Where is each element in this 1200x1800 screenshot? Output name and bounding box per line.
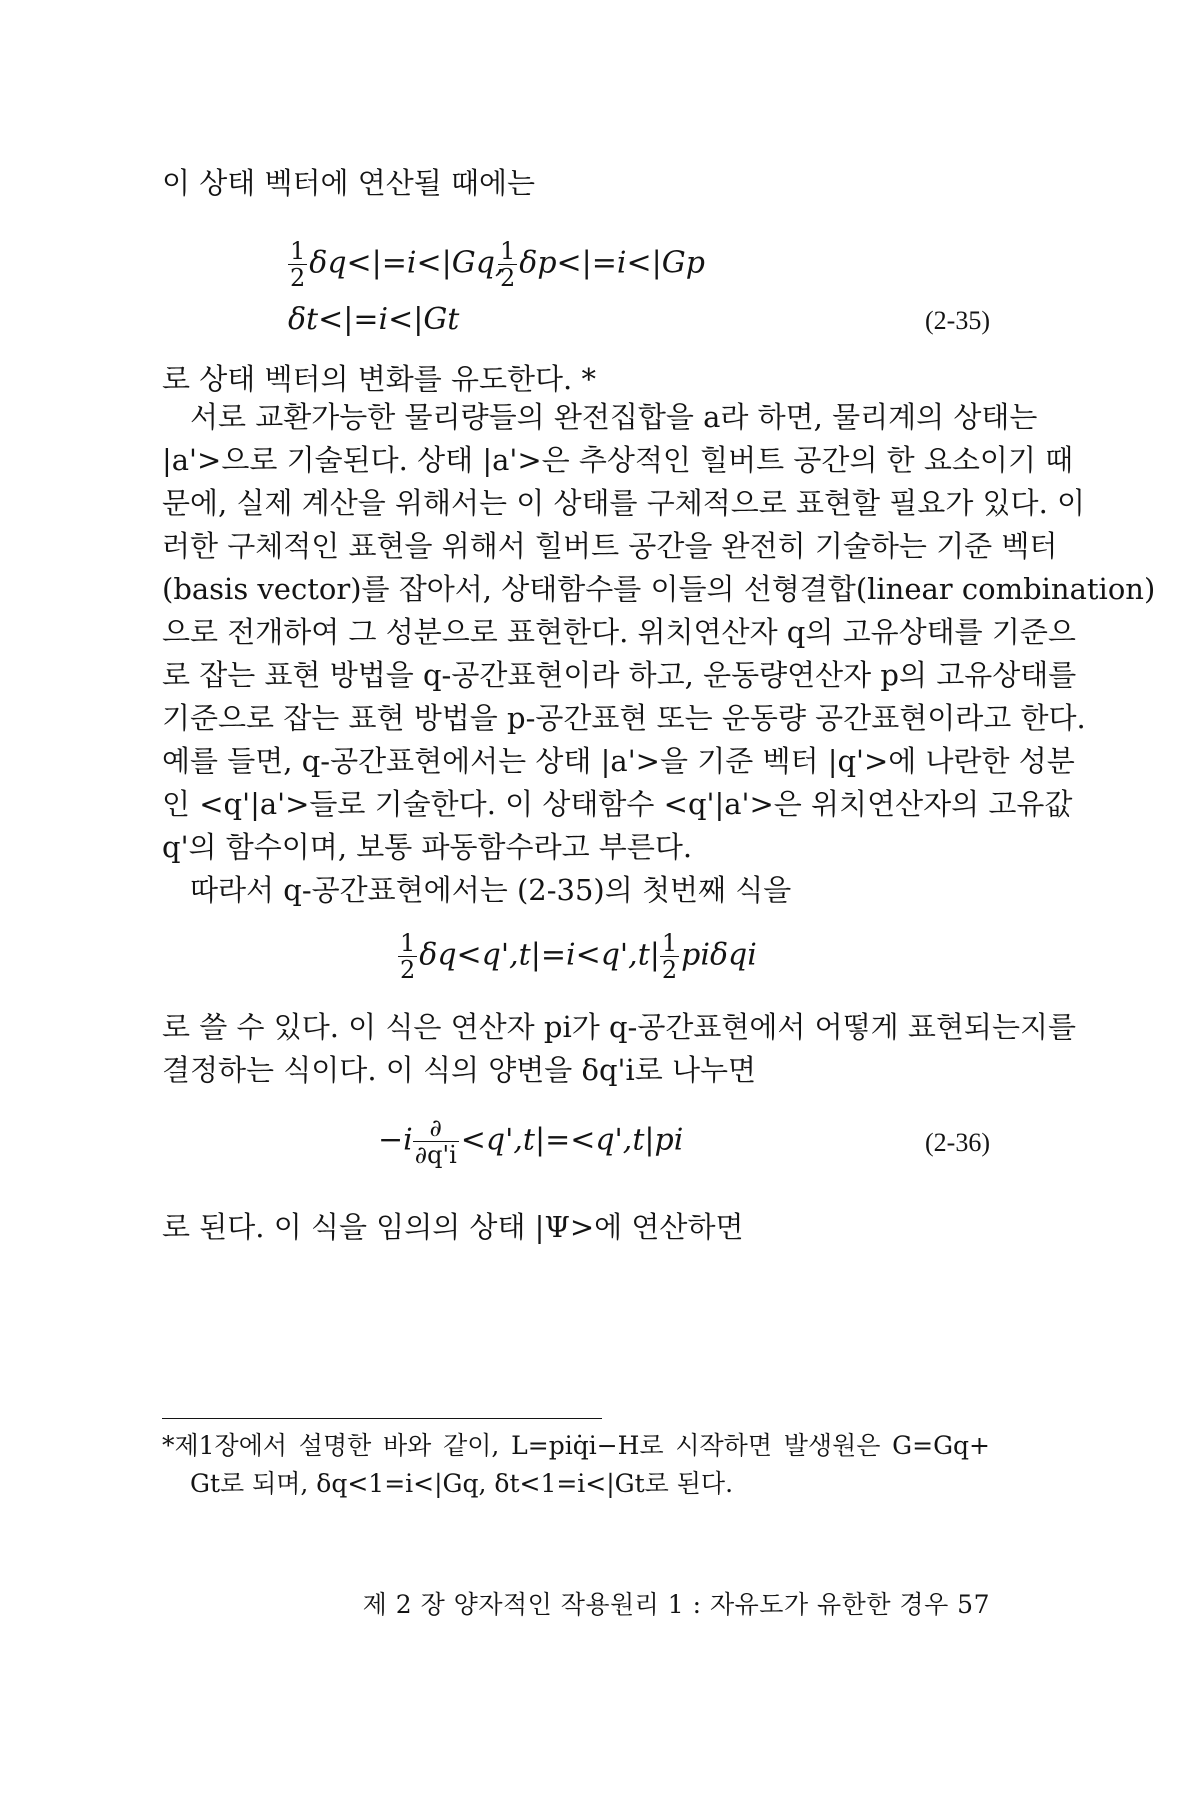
equation-q-space-left: δq<q',t|=i<q',t| xyxy=(419,937,660,973)
paragraph-1-line: 으로 전개하여 그 성분으로 표현한다. 위치연산자 q의 고유상태를 기준으 xyxy=(162,615,1076,649)
footnote-line: Gt로 되며, δq<1=i<|Gq, δt<1=i<|Gt로 된다. xyxy=(190,1469,734,1498)
intro-line: 이 상태 벡터에 연산될 때에는 xyxy=(162,166,536,200)
fraction-half: $\frac{1}{2}$ xyxy=(290,237,306,292)
paragraph-1-line: (basis vector)를 잡아서, 상태함수를 이들의 선형결합(linear combination) xyxy=(162,572,1156,606)
paragraph-1-line: 인 <q'|a'>들로 기술한다. 이 상태함수 <q'|a'>은 위치연산자의 고유값 xyxy=(162,787,1073,821)
footnote-divider xyxy=(162,1418,602,1419)
paragraph-1-line: 로 잡는 표현 방법을 q-공간표현이라 하고, 운동량연산자 p의 고유상태를 xyxy=(162,658,1077,692)
equation-2-36-prefix: −i xyxy=(378,1122,413,1158)
fraction-half: $\frac{1}{2}$ xyxy=(500,237,516,292)
equation-2-35-term-p: δp<|=i<|Gp xyxy=(519,245,705,281)
equation-number-2-36: (2-36) xyxy=(925,1128,990,1157)
after-equation-line: 로 상태 벡터의 변화를 유도한다. * xyxy=(162,362,596,396)
equation-2-36-body: <q',t|=<q',t|pi xyxy=(460,1122,684,1158)
paragraph-1-line: 문에, 실제 계산을 위해서는 이 상태를 구체적으로 표현할 필요가 있다. 이 xyxy=(162,486,1086,520)
equation-q-space xyxy=(398,930,757,983)
paragraph-2-line: 따라서 q-공간표현에서는 (2-35)의 첫번째 식을 xyxy=(190,873,792,907)
fraction-half: $\frac{1}{2}$ xyxy=(400,929,416,984)
paragraph-3-line: 결정하는 식이다. 이 식의 양변을 δq'i로 나누면 xyxy=(162,1053,757,1087)
running-footer: 제 2 장 양자적인 작용원리 1 : 자유도가 유한한 경우 57 xyxy=(362,1590,990,1619)
paragraph-1-line: 기준으로 잡는 표현 방법을 p-공간표현 또는 운동량 공간표현이라고 한다. xyxy=(162,701,1086,735)
equation-2-35-line1b xyxy=(498,238,705,291)
paragraph-1-line: q'의 함수이며, 보통 파동함수라고 부른다. xyxy=(162,830,693,864)
paragraph-1-line: |a'>으로 기술된다. 상태 |a'>은 추상적인 힐버트 공간의 한 요소이기 때 xyxy=(162,443,1074,477)
equation-number-2-35: (2-35) xyxy=(925,306,990,335)
equation-2-36 xyxy=(378,1115,683,1168)
paragraph-1-line: 서로 교환가능한 물리량들의 완전집합을 a라 하면, 물리계의 상태는 xyxy=(190,400,1038,434)
paragraph-3-line: 로 쓸 수 있다. 이 식은 연산자 pi가 q-공간표현에서 어떻게 표현되는지를 xyxy=(162,1010,1076,1044)
paragraph-1-line: 러한 구체적인 표현을 위해서 힐버트 공간을 완전히 기술하는 기준 벡터 xyxy=(162,529,1058,563)
equation-2-35-line2: δt<|=i<|Gt xyxy=(288,302,460,337)
equation-2-35-line1a xyxy=(288,238,504,291)
paragraph-1-line: 예를 들면, q-공간표현에서는 상태 |a'>을 기준 벡터 |q'>에 나란한 성분 xyxy=(162,744,1075,778)
partial-derivative-fraction: $\frac{\partial}{\partial q'i}$ xyxy=(414,1114,457,1169)
fraction-half: $\frac{1}{2}$ xyxy=(661,929,678,984)
equation-q-space-right: piδqi xyxy=(681,937,757,973)
paragraph-4-line: 로 된다. 이 식을 임의의 상태 |Ψ>에 연산하면 xyxy=(162,1210,744,1244)
footnote-line: *제1장에서 설명한 바와 같이, L=piq̇i−H로 시작하면 발생원은 G=Gq+ xyxy=(162,1431,990,1460)
equation-2-35-term-q: δq<|=i<|Gq, xyxy=(309,245,505,281)
